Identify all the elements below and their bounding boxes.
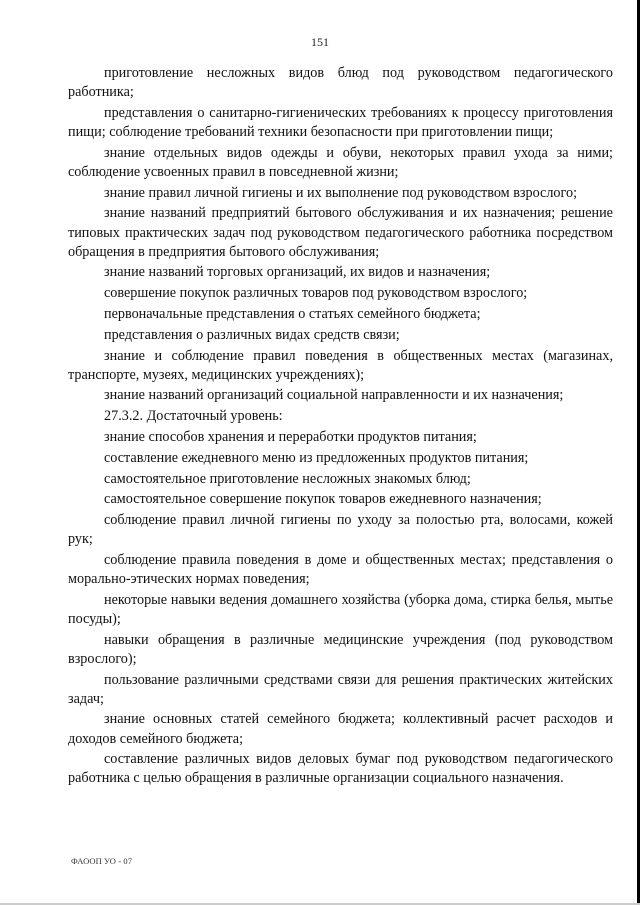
paragraph: знание способов хранения и переработки продуктов питания; xyxy=(104,428,477,445)
paragraph: первоначальные представления о статьях семейного бюджета; xyxy=(104,305,481,322)
paragraph: соблюдение правила поведения в доме и общественных местах; представления о морально-этических нормах поведения; xyxy=(68,551,613,588)
paragraph: некоторые навыки ведения домашнего хозяйства (уборка дома, стирка белья, мытье посуды); xyxy=(68,591,613,627)
paragraph: составление ежедневного меню из предложенных продуктов питания; xyxy=(104,449,529,466)
paragraph: составление различных видов деловых бумаг под руководством педагогического работника с целью обращения в различные организации социального назначения. xyxy=(68,751,613,787)
paragraph: совершение покупок различных товаров под руководством взрослого; xyxy=(104,285,528,302)
paragraph: знание названий организаций социальной направленности и их назначения; xyxy=(104,387,564,404)
paragraph: представления о санитарно-гигиенических требованиях к процессу приготовления пищи; соблюдение требований техники безопасности при приготовлении пищи; xyxy=(68,104,613,140)
paragraph: знание и соблюдение правил поведения в общественных местах (магазинах, транспорте, музеях, медицинских учреждениях); xyxy=(68,347,613,383)
paragraph: самостоятельное совершение покупок товаров ежедневного назначения; xyxy=(104,491,542,508)
paragraph: соблюдение правил личной гигиены по уходу за полостью рта, волосами, кожей рук; xyxy=(68,512,613,548)
paragraph: пользование различными средствами связи для решения практических житейских задач; xyxy=(68,671,613,707)
paragraph: навыки обращения в различные медицинские учреждения (под руководством взрослого); xyxy=(68,631,613,667)
page-number: 151 xyxy=(311,35,329,49)
paragraph: самостоятельное приготовление несложных знакомых блюд; xyxy=(104,470,471,487)
paragraph: знание основных статей семейного бюджета; коллективный расчет расходов и доходов семейного бюджета; xyxy=(68,711,613,747)
section-heading: 27.3.2. Достаточный уровень: xyxy=(104,408,283,425)
paragraph: знание отдельных видов одежды и обуви, некоторых правил ухода за ними; соблюдение усвоенных правил в повседневной жизни; xyxy=(68,144,613,180)
paragraph: приготовление несложных видов блюд под руководством педагогического работника; xyxy=(68,65,613,101)
page-body xyxy=(68,64,613,790)
paragraph: знание правил личной гигиены и их выполнение под руководством взрослого; xyxy=(104,184,578,201)
paragraph: знание названий предприятий бытового обслуживания и их назначения; решение типовых практических задач под руководством педагогического работника посредством обращения в предприятия бытового обслуживания; xyxy=(68,205,613,260)
paragraph: представления о различных видах средств связи; xyxy=(104,326,400,343)
paragraph: знание названий торговых организаций, их видов и назначения; xyxy=(104,264,491,281)
footer-code: ФАООП УО - 07 xyxy=(71,856,133,866)
